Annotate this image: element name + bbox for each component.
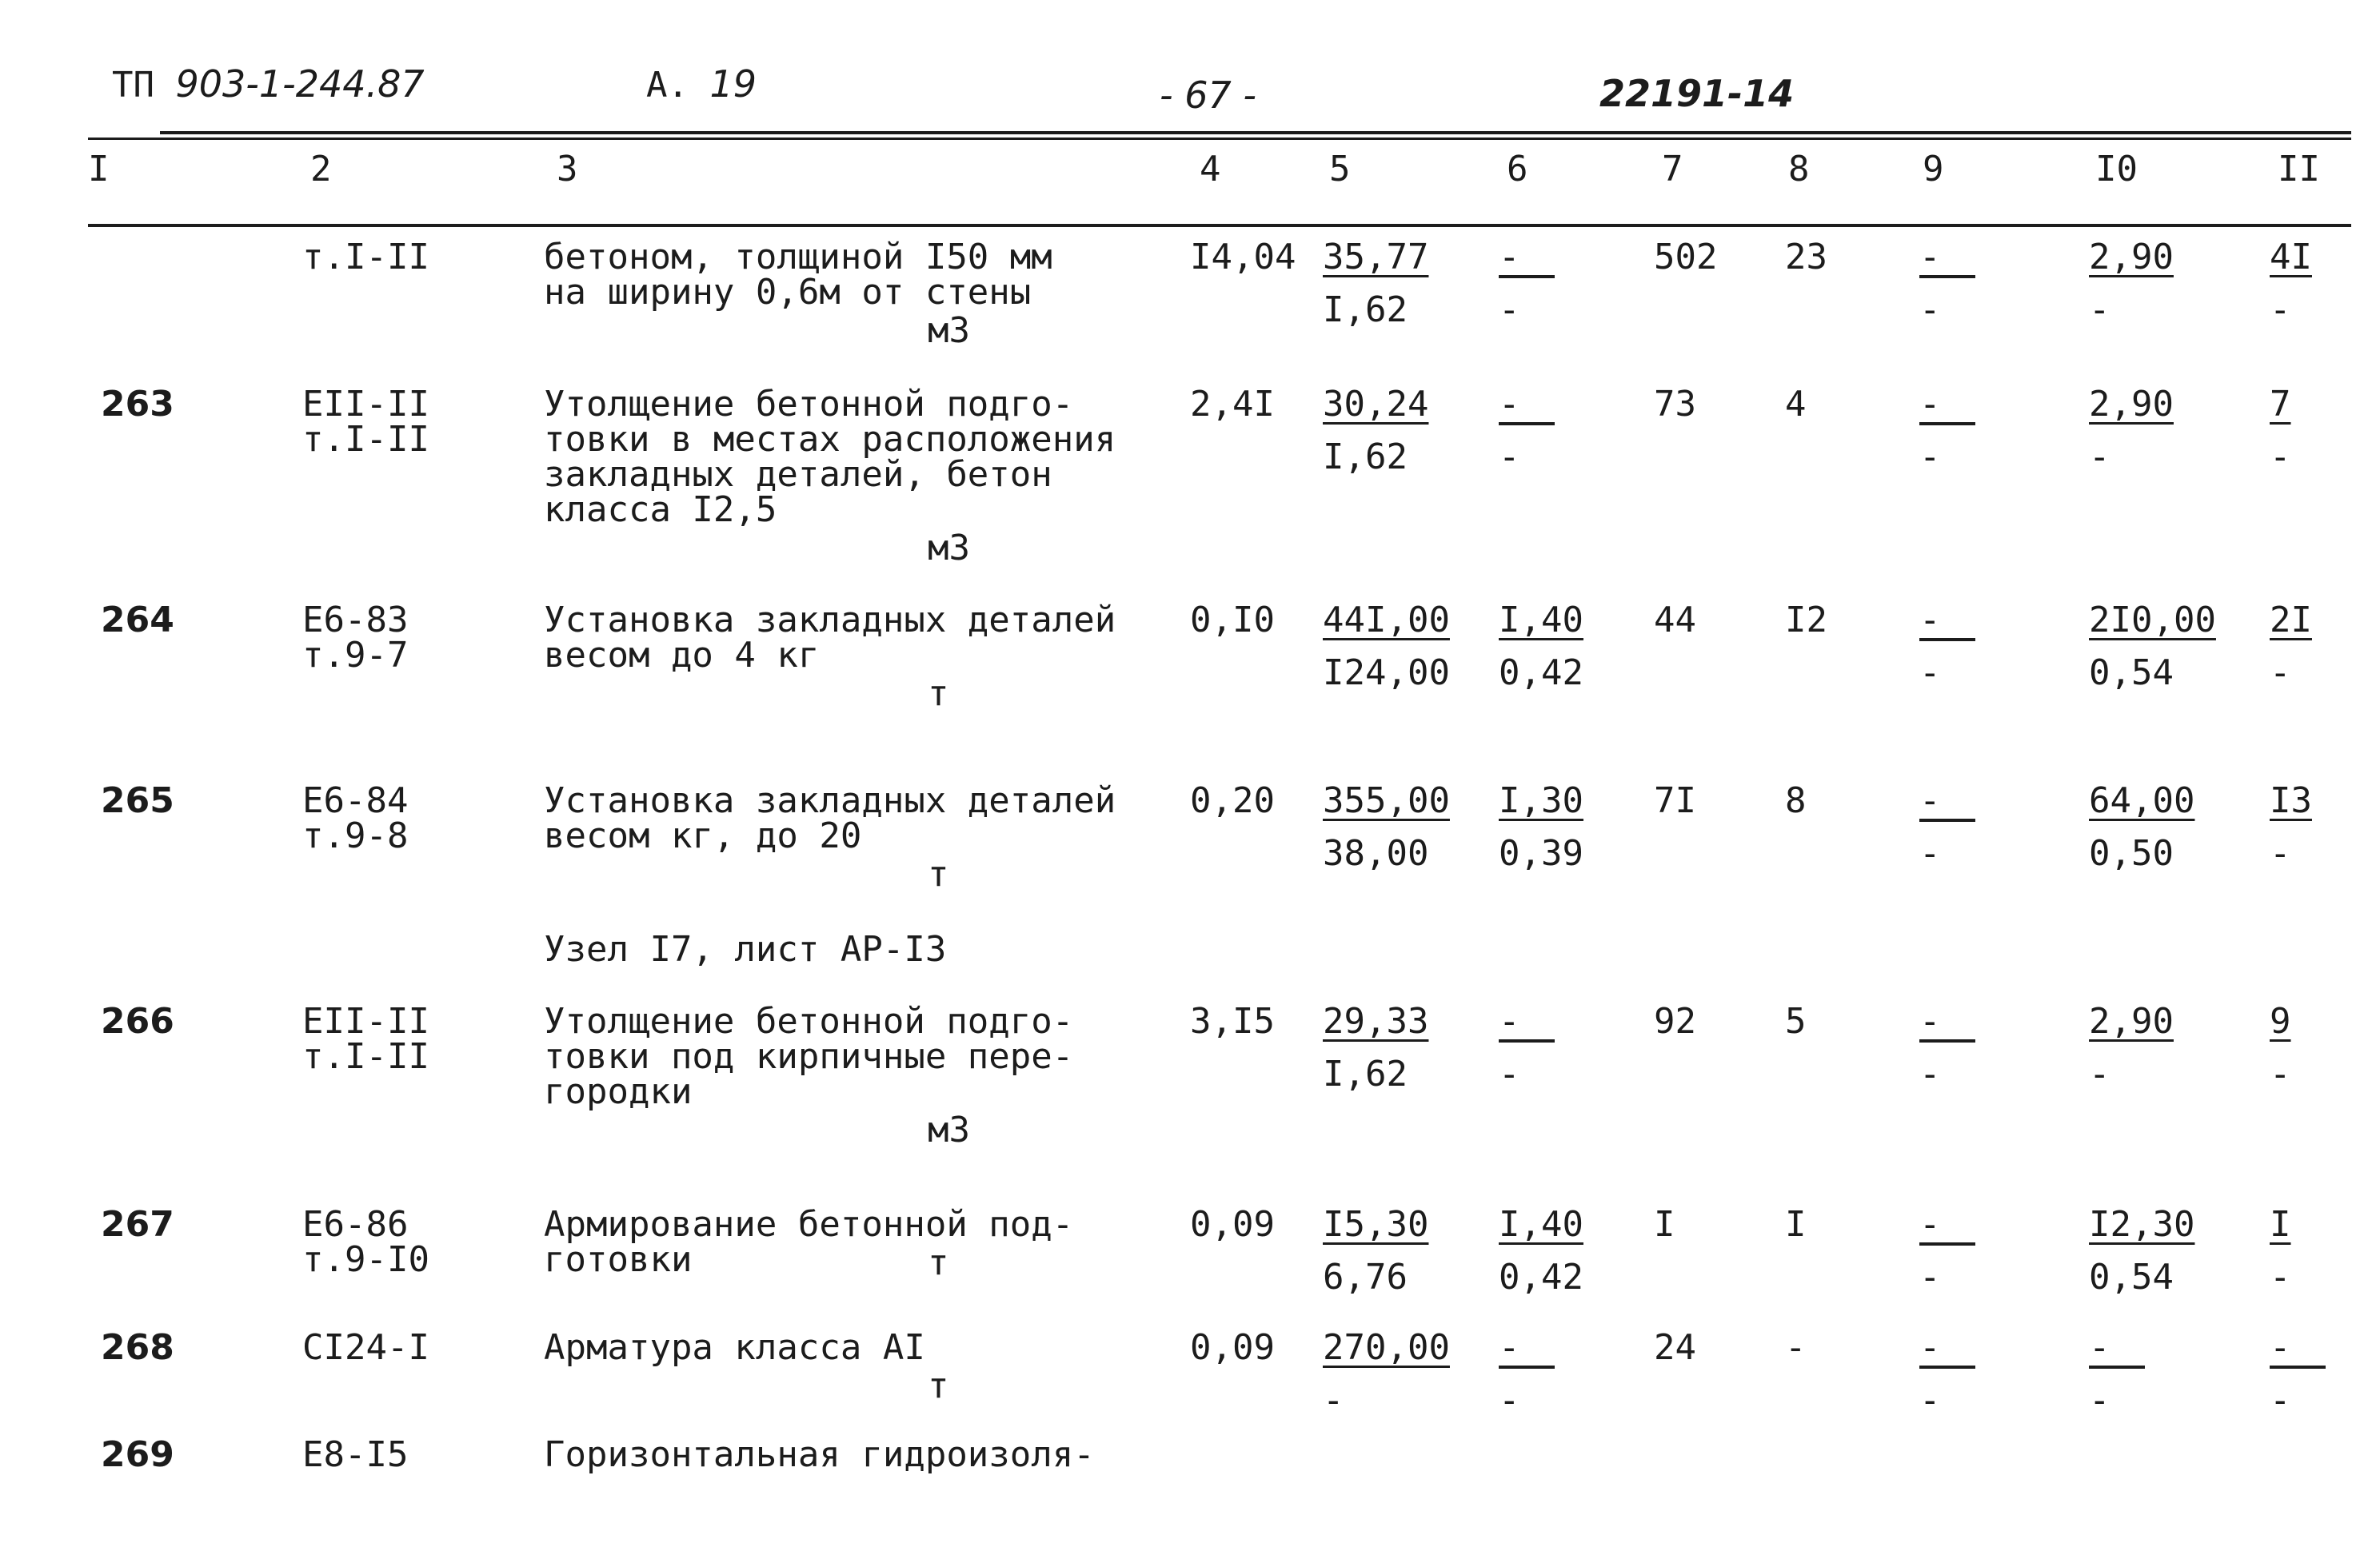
- quantity: I4,04: [1190, 237, 1296, 277]
- total-cost: 502: [1654, 237, 1718, 277]
- work-description: готовки: [544, 1239, 693, 1280]
- value-c6-top: I,30: [1499, 780, 1583, 821]
- value-c9-top: [1919, 384, 1975, 425]
- work-description: бетоном, толщиной I50 мм: [544, 237, 1052, 277]
- work-description: весом до 4 кг: [544, 635, 820, 676]
- dash-top: -: [1499, 1330, 1555, 1369]
- quantity: 0,09: [1190, 1327, 1275, 1368]
- value-c10-bottom: -: [2089, 437, 2110, 477]
- dash-top: -: [1919, 1207, 1975, 1246]
- quantity: 0,I0: [1190, 600, 1275, 640]
- value-c6-bottom: 0,39: [1499, 833, 1583, 874]
- value-c10-top: 2,90: [2089, 237, 2174, 277]
- col-header-1: I: [88, 149, 110, 189]
- norm-code: E8-I5: [302, 1434, 409, 1475]
- value-c10-bottom: 0,50: [2089, 833, 2174, 874]
- album-prefix: А.: [646, 65, 689, 106]
- value-c5-bottom: 38,00: [1323, 833, 1429, 874]
- dash-top: -: [1499, 240, 1555, 278]
- value-c6-top: [1499, 384, 1555, 425]
- unit-of-measure: т: [928, 673, 949, 714]
- col-header-2: 2: [310, 149, 332, 189]
- value-c5-bottom: I,62: [1323, 289, 1408, 330]
- value-c5-top: 270,00: [1323, 1327, 1450, 1368]
- value-c9-bottom: -: [1919, 1054, 1941, 1095]
- value-c9-bottom: -: [1919, 833, 1941, 874]
- value-c10-top: 2,90: [2089, 1001, 2174, 1042]
- quantity: 2,4I: [1190, 384, 1275, 425]
- value-c5-bottom: I,62: [1323, 1054, 1408, 1095]
- value-c5-bottom: I,62: [1323, 437, 1408, 477]
- norm-code: т.9-7: [302, 635, 409, 676]
- value-c5-top: 355,00: [1323, 780, 1450, 821]
- total-cost: 44: [1654, 600, 1696, 640]
- wages-total: I: [1785, 1204, 1807, 1245]
- total-cost: 24: [1654, 1327, 1696, 1368]
- value-c11-top: I: [2270, 1204, 2291, 1245]
- value-c6-top: I,40: [1499, 600, 1583, 640]
- unit-of-measure: м3: [928, 310, 970, 351]
- norm-code: E6-84: [302, 780, 409, 821]
- value-c9-top: [1919, 1327, 1975, 1369]
- row-number: 265: [101, 780, 174, 821]
- value-c5-top: 44I,00: [1323, 600, 1450, 640]
- work-description: класса I2,5: [544, 489, 777, 530]
- wages-total: 4: [1785, 384, 1807, 425]
- dash-top: -: [1499, 1004, 1555, 1043]
- value-c9-top: [1919, 1204, 1975, 1246]
- value-c9-top: [1919, 780, 1975, 822]
- norm-code: E6-83: [302, 600, 409, 640]
- total-cost: 7I: [1654, 780, 1696, 821]
- value-c11-top: 7: [2270, 384, 2291, 425]
- value-c6-top: [1499, 1001, 1555, 1043]
- value-c10-top: 64,00: [2089, 780, 2195, 821]
- value-c6-top: [1499, 237, 1555, 278]
- value-c9-top: [1919, 237, 1975, 278]
- value-c10-top: [2089, 1327, 2145, 1369]
- value-c10-top: 2,90: [2089, 384, 2174, 425]
- row-number: 268: [101, 1327, 174, 1368]
- work-description: Установка закладных деталей: [544, 780, 1116, 821]
- value-c9-bottom: -: [1919, 437, 1941, 477]
- work-description: городки: [544, 1071, 693, 1112]
- col-header-10: I0: [2095, 149, 2138, 189]
- col-header-4: 4: [1200, 149, 1221, 189]
- value-c9-bottom: -: [1919, 1257, 1941, 1298]
- page-number: - 67 -: [1160, 74, 1256, 117]
- quantity: 0,09: [1190, 1204, 1275, 1245]
- wages-total: -: [1785, 1327, 1807, 1368]
- row-number: 267: [101, 1204, 174, 1245]
- value-c10-top: 2I0,00: [2089, 600, 2216, 640]
- unit-of-measure: т: [928, 1366, 949, 1406]
- album-number: [646, 62, 757, 106]
- norm-code: EII-II: [302, 384, 429, 425]
- work-description: Горизонтальная гидроизоля-: [544, 1434, 1095, 1475]
- dash-top: -: [1919, 784, 1975, 822]
- total-cost: I: [1654, 1204, 1675, 1245]
- value-c10-bottom: -: [2089, 1380, 2110, 1421]
- unit-of-measure: м3: [928, 528, 970, 568]
- work-description: Армирование бетонной под-: [544, 1204, 1074, 1245]
- value-c11-top: 4I: [2270, 237, 2312, 277]
- value-c11-bottom: -: [2270, 1380, 2291, 1421]
- value-c6-bottom: 0,42: [1499, 652, 1583, 693]
- work-description: Арматура класса AI: [544, 1327, 925, 1368]
- work-description: Установка закладных деталей: [544, 600, 1116, 640]
- column-header-rule: [88, 224, 2351, 227]
- value-c5-bottom: -: [1323, 1380, 1344, 1421]
- header-rule-top: [160, 131, 2351, 134]
- col-header-7: 7: [1662, 149, 1683, 189]
- value-c6-bottom: -: [1499, 289, 1520, 330]
- value-c5-top: 29,33: [1323, 1001, 1429, 1042]
- dash-top: -: [1919, 1330, 1975, 1369]
- value-c5-top: I5,30: [1323, 1204, 1429, 1245]
- unit-of-measure: т: [928, 854, 949, 895]
- value-c11-top: [2270, 1327, 2326, 1369]
- album-number-value: 19: [709, 62, 757, 106]
- work-description: Утолщение бетонной подго-: [544, 1001, 1074, 1042]
- value-c9-top: [1919, 600, 1975, 641]
- value-c9-bottom: -: [1919, 289, 1941, 330]
- doc-code-prefix: ТП: [112, 65, 154, 106]
- value-c11-top: 2I: [2270, 600, 2312, 640]
- norm-code: E6-86: [302, 1204, 409, 1245]
- value-c6-top: [1499, 1327, 1555, 1369]
- work-description: на ширину 0,6м от стены: [544, 272, 1032, 313]
- work-description: товки в местах расположения: [544, 419, 1116, 460]
- value-c6-bottom: 0,42: [1499, 1257, 1583, 1298]
- doc-code: [112, 62, 425, 106]
- value-c5-top: 30,24: [1323, 384, 1429, 425]
- value-c6-bottom: -: [1499, 1380, 1520, 1421]
- norm-code: т.I-II: [302, 419, 429, 460]
- value-c9-bottom: -: [1919, 652, 1941, 693]
- value-c11-bottom: -: [2270, 289, 2291, 330]
- row-number: 266: [101, 1001, 174, 1042]
- norm-code: CI24-I: [302, 1327, 429, 1368]
- dash-top: -: [1919, 1004, 1975, 1043]
- row-number: 263: [101, 384, 174, 425]
- work-description: товки под кирпичные пере-: [544, 1036, 1074, 1077]
- value-c10-bottom: 0,54: [2089, 1257, 2174, 1298]
- node-note: Узел I7, лист АР-I3: [544, 929, 947, 970]
- sheet-code: 22191-14: [1599, 72, 1795, 115]
- unit-of-measure: м3: [928, 1110, 970, 1150]
- dash-top: -: [1919, 603, 1975, 641]
- value-c6-top: I,40: [1499, 1204, 1583, 1245]
- value-c5-top: 35,77: [1323, 237, 1429, 277]
- value-c6-bottom: -: [1499, 1054, 1520, 1095]
- norm-code: т.I-II: [302, 1036, 429, 1077]
- col-header-3: 3: [557, 149, 578, 189]
- dash-top: -: [2270, 1330, 2326, 1369]
- value-c11-bottom: -: [2270, 652, 2291, 693]
- work-description: закладных деталей, бетон: [544, 454, 1052, 495]
- wages-total: I2: [1785, 600, 1827, 640]
- wages-total: 5: [1785, 1001, 1807, 1042]
- quantity: 0,20: [1190, 780, 1275, 821]
- col-header-6: 6: [1507, 149, 1528, 189]
- col-header-5: 5: [1329, 149, 1351, 189]
- dash-top: -: [1919, 387, 1975, 425]
- norm-code: т.9-8: [302, 815, 409, 856]
- col-header-8: 8: [1788, 149, 1810, 189]
- wages-total: 23: [1785, 237, 1827, 277]
- norm-code: т.I-II: [302, 237, 429, 277]
- value-c10-bottom: 0,54: [2089, 652, 2174, 693]
- dash-top: -: [2089, 1330, 2145, 1369]
- value-c11-bottom: -: [2270, 437, 2291, 477]
- dash-top: -: [1919, 240, 1975, 278]
- total-cost: 92: [1654, 1001, 1696, 1042]
- quantity: 3,I5: [1190, 1001, 1275, 1042]
- value-c5-bottom: I24,00: [1323, 652, 1450, 693]
- dash-top: -: [1499, 387, 1555, 425]
- value-c9-top: [1919, 1001, 1975, 1043]
- header-rule-bottom: [88, 138, 2351, 140]
- value-c10-bottom: -: [2089, 289, 2110, 330]
- value-c11-bottom: -: [2270, 833, 2291, 874]
- work-description: весом кг, до 20: [544, 815, 862, 856]
- work-description: Утолщение бетонной подго-: [544, 384, 1074, 425]
- value-c11-top: I3: [2270, 780, 2312, 821]
- value-c5-bottom: 6,76: [1323, 1257, 1408, 1298]
- row-number: 269: [101, 1434, 174, 1475]
- col-header-11: II: [2278, 149, 2320, 189]
- value-c10-top: I2,30: [2089, 1204, 2195, 1245]
- value-c6-bottom: -: [1499, 437, 1520, 477]
- value-c11-bottom: -: [2270, 1257, 2291, 1298]
- value-c10-bottom: -: [2089, 1054, 2110, 1095]
- row-number: 264: [101, 600, 174, 640]
- norm-code: т.9-I0: [302, 1239, 429, 1280]
- value-c11-bottom: -: [2270, 1054, 2291, 1095]
- norm-code: EII-II: [302, 1001, 429, 1042]
- unit-of-measure: т: [928, 1242, 949, 1283]
- doc-code-number: 903-1-244.87: [175, 62, 425, 106]
- value-c9-bottom: -: [1919, 1380, 1941, 1421]
- col-header-9: 9: [1923, 149, 1944, 189]
- total-cost: 73: [1654, 384, 1696, 425]
- wages-total: 8: [1785, 780, 1807, 821]
- value-c11-top: 9: [2270, 1001, 2291, 1042]
